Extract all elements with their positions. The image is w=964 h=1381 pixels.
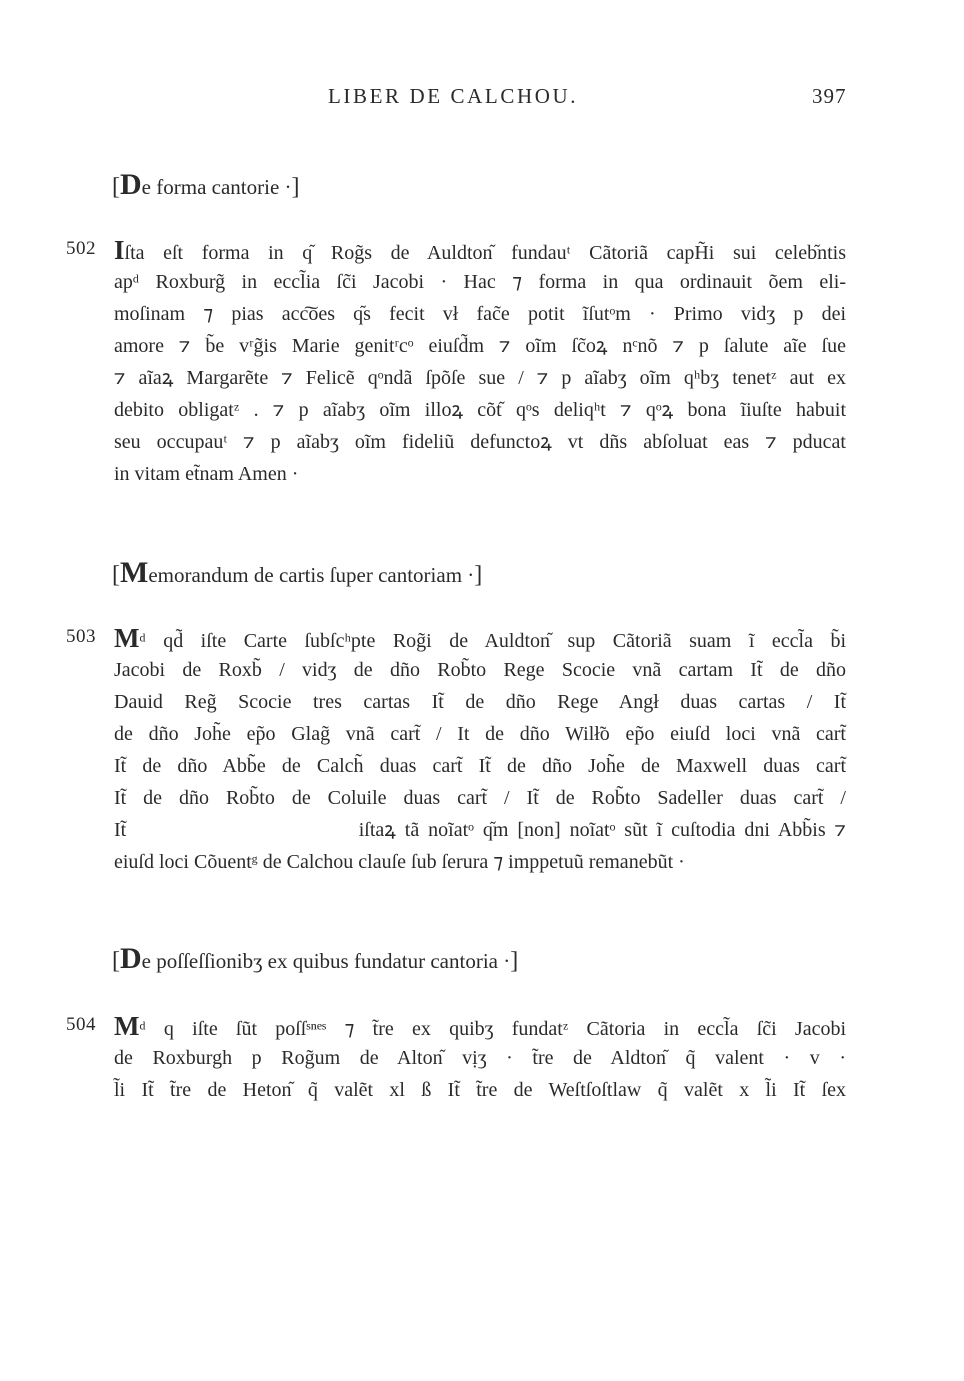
entry-number: 502: [66, 238, 96, 259]
text-line: Mᵈ qd̃ iſte Carte ſubſcʰpte Rog̃i de Auldton᷉ sup Cãtoriã suam ĩ eccl̃a b̃i: [114, 623, 846, 653]
entry-text: [114, 622, 846, 878]
entry-number: 504: [66, 1014, 96, 1035]
text-line: moſinam ⁊ pias acc͠oes q᷉s fecit vł fac̃e potit ĩſutᵒm · Primo vidʒ p dei: [114, 303, 846, 325]
heading-initial: D: [120, 942, 142, 975]
heading-initial: D: [120, 168, 142, 201]
heading-initial: M: [120, 556, 149, 589]
drop-initial: M: [114, 1011, 140, 1041]
text-line: seu occupauᵗ ⁊ p aĩabʒ oĩm fideliũ defunctoꝝ vt dñs abſoluat eas ⁊ pducat: [114, 431, 846, 453]
entry-text: [114, 234, 846, 490]
text-line: debito obligatᶻ . ⁊ p aĩabʒ oĩm illoꝝ cõt᷉ qᵒs deliqʰt ⁊ qᵒꝝ bona ĩiuſte habuit: [114, 399, 846, 421]
heading-text: emorandum de cartis ſuper cantoriam ·: [148, 563, 475, 587]
text-line: Jacobi de Roxb̃ / vidʒ de dño Rob̃to Rege Scocie vnã cartam It̃ de dño: [114, 659, 846, 681]
text-line: Iſta eſt forma in q᷉ Rog̃s de Auldton᷉ fundauᵗ Cãtoriã capH̃i sui celeb᷉ntis: [114, 235, 846, 265]
text-line: apᵈ Roxburg̃ in eccl̃ia ſc̃i Jacobi · Hac ⁊ forma in qua ordinauit õem eli-: [114, 271, 846, 293]
entry-number: 503: [66, 626, 96, 647]
text-line: de dño Joh̃e ep̃o Glag̃ vnã cart̃ / It de dño Wilł̃o ep̃o eiuſd loci vnã cart̃: [114, 723, 846, 745]
text-line: It̃ de dño Abb̃e de Calch̃ duas cart̃ It̃ de dño Joh̃e de Maxwell duas cart̃: [114, 755, 846, 777]
text-line: Mᵈ q iſte ſũt poſſˢⁿᵉˢ ⁊ t̃re ex quibʒ fundatᶻ Cãtoria in eccl̃a ſc̃i Jacobi: [114, 1011, 846, 1041]
text-line: Dauid Reg̃ Scocie tres cartas It̃ de dño Rege Angł duas cartas / It̃: [114, 691, 846, 713]
drop-initial: M: [114, 623, 140, 653]
text-line: amore ⁊ b̃e vʳg̃is Marie genitʳcᵒ eiuſd̃m ⁊ oĩm ſc̃oꝝ nᶜnõ ⁊ p ſalute aĩe ſue: [114, 335, 846, 357]
section-heading-memorandum: [Memorandum de cartis ſuper cantoriam ·]: [112, 556, 483, 589]
running-head: [0, 84, 964, 114]
section-heading-forma-cantorie: [De forma cantorie ·]: [112, 168, 300, 201]
heading-text: e forma cantorie ·: [141, 175, 292, 199]
text-line: It̃ iſtaꝝ tã noĩatᵒ q᷉m [non] noĩatᵒ sũt ĩ cuſtodia dni Abb̃is ⁊: [114, 819, 846, 841]
text-line: l̃i It̃ t̃re de Heton᷉ q̃ valẽt xl ß It̃ t̃re de Weſtſoſtlaw q̃ valẽt x l̃i It̃ ſex: [114, 1079, 846, 1101]
running-title: LIBER DE CALCHOU.: [328, 84, 579, 108]
text-line: de Roxburgh p Rog̃um de Alton᷉ vịʒ · t̃re de Aldton᷉ q̃ valent · v ·: [114, 1047, 846, 1069]
heading-text: e poſſeſſionibʒ ex quibus fundatur cantoria ·: [141, 949, 511, 973]
page-number: 397: [812, 84, 847, 108]
text-line: It̃ de dño Rob̃to de Coluile duas cart̃ / It̃ de Rob̃to Sadeller duas cart̃ /: [114, 787, 846, 809]
drop-initial: I: [114, 235, 125, 265]
text-line: ⁊ aĩaꝝ Margarẽte ⁊ Felicẽ qᵒndã ſpõſe sue / ⁊ p aĩabʒ oĩm qʰbʒ tenetᶻ aut ex: [114, 367, 846, 389]
text-line: in vitam et̃nam Amen ·: [114, 463, 299, 485]
text-line: eiuſd loci Cõuentᵍ de Calchou clauſe ſub ſerura ⁊ imppetuũ remanebũt ·: [114, 851, 685, 873]
entry-text: [114, 1010, 846, 1106]
section-heading-possessionibus: [De poſſeſſionibʒ ex quibus fundatur cantoria ·]: [112, 942, 519, 975]
